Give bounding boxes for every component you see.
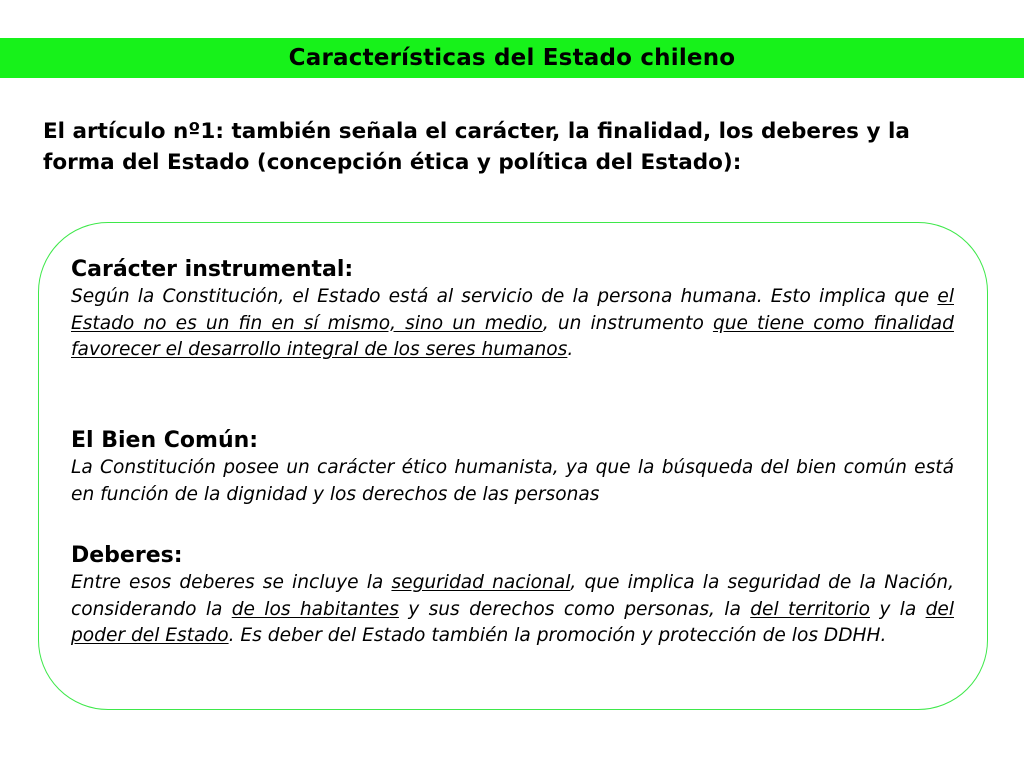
section-heading: Deberes: (71, 543, 183, 568)
underlined-text: el Estado no es un fin en sí mismo, sino un medio (71, 286, 954, 334)
section-heading: El Bien Común: (71, 428, 259, 453)
body-text: y la (870, 598, 926, 620)
underlined-text: del poder del Estado (71, 598, 954, 646)
title-banner (0, 38, 1024, 78)
body-text: , que implica la seguridad de la Nación, considerando la (71, 572, 954, 620)
body-text: Entre esos deberes se incluye la (71, 572, 392, 593)
section-caracter-instrumental (71, 256, 954, 364)
underlined-text: seguridad nacional (391, 572, 571, 593)
body-text: , un instrumento (542, 312, 713, 334)
underlined-text: del territorio (750, 598, 870, 620)
section-heading: Carácter instrumental: (71, 257, 354, 282)
section-body (71, 284, 954, 364)
underlined-text: que tiene como finalidad favorecer el desarrollo integral de los seres humanos (71, 312, 954, 360)
body-text: Según la Constitución, el Estado está al servicio de la persona humana. Esto implica que (71, 286, 938, 307)
section-body (71, 570, 954, 650)
section-body (71, 455, 954, 508)
intro-paragraph: El artículo nº1: también señala el carácter, la finalidad, los deberes y la forma del Estado (concepción ética y política del Estado): (43, 119, 910, 175)
body-text: . (567, 339, 574, 360)
body-text: . Es deber del Estado también la promoción y protección de los DDHH. (228, 625, 887, 646)
section-bien-comun (71, 427, 954, 508)
section-deberes (71, 542, 954, 650)
slide-title: Características del Estado chileno (288, 45, 736, 71)
body-text: y sus derechos como personas, la (398, 598, 751, 620)
underlined-text: de los habitantes (231, 598, 399, 620)
body-text: La Constitución posee un carácter ético humanista, ya que la búsqueda del bien común está en función de la dignidad y los derechos de las personas (71, 457, 954, 505)
